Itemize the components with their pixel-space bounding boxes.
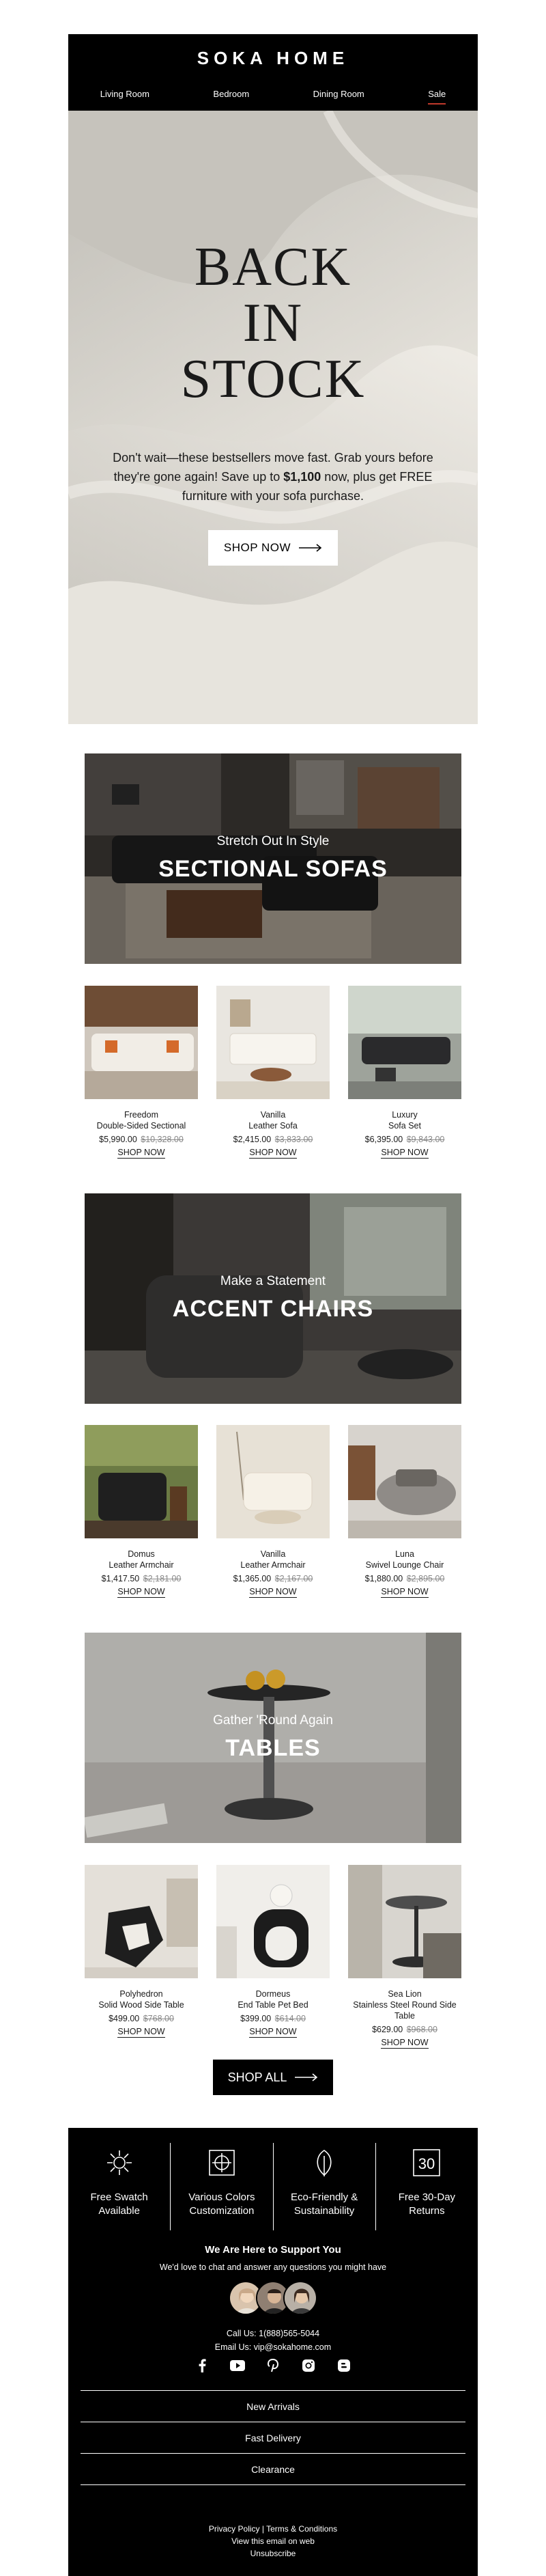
luna-lounge-chair-image — [348, 1425, 461, 1538]
color-swatch-icon — [203, 2144, 240, 2181]
product-card[interactable] — [85, 1865, 198, 2038]
feature-list — [68, 2143, 478, 2230]
product-type: Double-Sided Sectional — [96, 1121, 186, 1131]
product-price: $1,365.00 — [233, 1574, 272, 1583]
product-card[interactable] — [85, 986, 198, 1159]
feature-eco-friendly: Eco-Friendly & Sustainability — [273, 2143, 375, 2230]
product-name: Sea Lion — [388, 1989, 422, 1999]
product-type: Leather Armchair — [240, 1560, 306, 1570]
product-price: $6,395.00 — [364, 1135, 403, 1144]
banner-subtitle: Gather 'Round Again — [213, 1713, 333, 1728]
product-price: $2,415.00 — [233, 1135, 272, 1144]
product-price: $399.00 — [240, 2014, 272, 2023]
product-old-price: $2,167.00 — [274, 1574, 313, 1583]
product-price: $1,417.50 — [101, 1574, 140, 1583]
accent-chairs-banner[interactable] — [85, 1193, 461, 1404]
vanilla-sofa-image — [216, 986, 330, 1099]
product-type: Solid Wood Side Table — [98, 2000, 184, 2010]
footer-link-new-arrivals[interactable]: New Arrivals — [81, 2390, 465, 2420]
product-type: Leather Sofa — [248, 1121, 298, 1131]
avatar — [283, 2281, 317, 2315]
feature-free-returns: 30 Free 30-Day Returns — [375, 2143, 478, 2230]
product-card[interactable] — [216, 1425, 330, 1598]
brand-logo[interactable]: SOKA HOME — [197, 48, 349, 68]
product-name: Dormeus — [255, 1989, 291, 1999]
freedom-sectional-image — [85, 986, 198, 1099]
youtube-icon[interactable] — [230, 2358, 245, 2373]
product-shop-now-link[interactable]: SHOP NOW — [117, 1148, 165, 1157]
shop-now-button[interactable]: SHOP NOW — [208, 530, 338, 566]
fabric-drape-image — [68, 111, 478, 724]
social-links — [68, 2358, 478, 2373]
arrow-right-icon — [299, 544, 322, 552]
footer-link-clearance[interactable]: Clearance — [81, 2453, 465, 2483]
hero-copy: Don't wait—these bestsellers move fast. Grab yours before they're gone again! Save up to $1,100 now, plus get FREE furniture with your sofa purchase. — [113, 451, 433, 503]
product-type: Sofa Set — [388, 1121, 421, 1131]
hero-title: BACK IN STOCK — [180, 237, 366, 409]
privacy-terms-link[interactable]: Privacy Policy | Terms & Conditions — [208, 2524, 338, 2534]
product-card[interactable] — [348, 986, 461, 1159]
facebook-icon[interactable] — [195, 2358, 210, 2373]
nav-living-room[interactable]: Living Room — [100, 89, 149, 99]
arrow-right-icon — [295, 2073, 318, 2081]
product-card[interactable] — [348, 1425, 461, 1598]
nav-bedroom[interactable]: Bedroom — [213, 89, 250, 99]
product-name: Polyhedron — [119, 1989, 163, 1999]
product-old-price: $2,181.00 — [143, 1574, 182, 1583]
product-type: Swivel Lounge Chair — [365, 1560, 444, 1570]
product-shop-now-link[interactable]: SHOP NOW — [381, 1587, 429, 1596]
product-shop-now-link[interactable]: SHOP NOW — [249, 1148, 297, 1157]
product-card[interactable] — [348, 1865, 461, 2049]
shop-all-button[interactable]: SHOP ALL — [213, 2060, 333, 2095]
product-old-price: $2,895.00 — [406, 1574, 445, 1583]
product-name: Vanilla — [260, 1549, 286, 1559]
domus-armchair-image — [85, 1425, 198, 1538]
nav-sale[interactable]: Sale — [428, 89, 446, 102]
polyhedron-side-table-image — [85, 1865, 198, 1978]
header — [68, 34, 478, 111]
legal-links — [68, 2523, 478, 2560]
product-name: Luxury — [392, 1110, 418, 1120]
pinterest-icon[interactable] — [265, 2358, 281, 2373]
product-type: End Table Pet Bed — [238, 2000, 308, 2010]
gift-swatch-icon — [101, 2144, 138, 2181]
product-name: Domus — [128, 1549, 155, 1559]
sea-lion-side-table-image — [348, 1865, 461, 1978]
product-name: Freedom — [124, 1110, 159, 1120]
support-team-avatars — [68, 2281, 478, 2315]
feature-free-swatch: Free Swatch Available — [68, 2143, 170, 2230]
product-card[interactable] — [216, 986, 330, 1159]
product-card[interactable] — [216, 1865, 330, 2038]
product-shop-now-link[interactable]: SHOP NOW — [117, 1587, 165, 1596]
unsubscribe-link[interactable]: Unsubscribe — [250, 2549, 296, 2558]
product-name: Luna — [395, 1549, 414, 1559]
main-nav — [68, 89, 478, 102]
support-title: We Are Here to Support You — [205, 2244, 341, 2256]
product-type: Stainless Steel Round Side Table — [353, 2000, 457, 2021]
tables-banner[interactable] — [85, 1633, 461, 1843]
leaf-icon — [306, 2144, 343, 2181]
product-card[interactable] — [85, 1425, 198, 1598]
product-shop-now-link[interactable]: SHOP NOW — [249, 1587, 297, 1596]
product-price: $1,880.00 — [364, 1574, 403, 1583]
product-old-price: $10,328.00 — [141, 1135, 184, 1144]
product-shop-now-link[interactable]: SHOP NOW — [249, 2027, 297, 2036]
product-old-price: $768.00 — [143, 2014, 174, 2023]
product-price: $499.00 — [109, 2014, 140, 2023]
product-old-price: $3,833.00 — [274, 1135, 313, 1144]
phone-link[interactable]: Call Us: 1(888)565-5044 — [226, 2329, 320, 2338]
sectional-sofas-banner[interactable] — [85, 753, 461, 964]
product-shop-now-link[interactable]: SHOP NOW — [381, 1148, 429, 1157]
view-on-web-link[interactable]: View this email on web — [231, 2536, 315, 2546]
banner-subtitle: Stretch Out In Style — [216, 834, 330, 848]
svg-text:30: 30 — [418, 2155, 435, 2172]
product-price: $5,990.00 — [99, 1135, 137, 1144]
nav-dining-room[interactable]: Dining Room — [313, 89, 364, 99]
banner-title: ACCENT CHAIRS — [172, 1296, 374, 1322]
product-name: Vanilla — [260, 1110, 286, 1120]
product-shop-now-link[interactable]: SHOP NOW — [117, 2027, 165, 2036]
hero-banner[interactable] — [68, 111, 478, 724]
product-old-price: $9,843.00 — [406, 1135, 445, 1144]
banner-title: SECTIONAL SOFAS — [158, 856, 388, 882]
product-price: $629.00 — [372, 2025, 403, 2034]
instagram-icon[interactable] — [301, 2358, 316, 2373]
footer-divider — [81, 2484, 465, 2485]
footer — [68, 2128, 478, 2576]
support-subtitle: We'd love to chat and answer any questions you might have — [159, 2262, 387, 2272]
product-old-price: $968.00 — [406, 2025, 437, 2034]
banner-title: TABLES — [225, 1735, 321, 1761]
feature-various-colors: Various Colors Customization — [170, 2143, 272, 2230]
luxury-sofa-set-image — [348, 986, 461, 1099]
product-type: Leather Armchair — [109, 1560, 174, 1570]
email-link[interactable]: Email Us: vip@sokahome.com — [214, 2342, 332, 2352]
vanilla-armchair-image — [216, 1425, 330, 1538]
footer-link-fast-delivery[interactable]: Fast Delivery — [81, 2422, 465, 2452]
thirty-day-return-icon — [408, 2144, 445, 2181]
dormeus-end-table-image — [216, 1865, 330, 1978]
blogger-icon[interactable] — [336, 2358, 351, 2373]
product-shop-now-link[interactable]: SHOP NOW — [381, 2038, 429, 2047]
product-old-price: $614.00 — [274, 2014, 306, 2023]
banner-subtitle: Make a Statement — [220, 1274, 326, 1288]
